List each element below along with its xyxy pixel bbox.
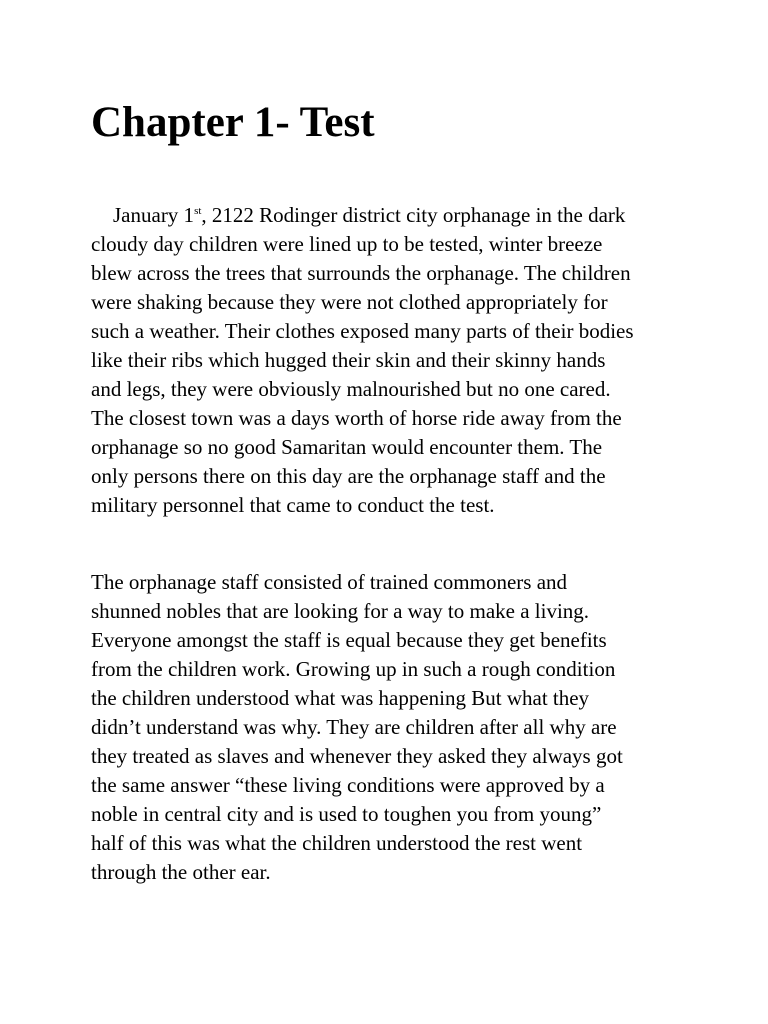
paragraph-1-line: orphanage so no good Samaritan would encounter them. The	[91, 435, 603, 459]
paragraph-2-line: shunned nobles that are looking for a way to make a living.	[91, 599, 590, 623]
paragraph-2-line: half of this was what the children understood the rest went	[91, 831, 583, 855]
paragraph-2-line: noble in central city and is used to toughen you from young”	[91, 802, 602, 826]
date-text: January 1	[113, 203, 195, 227]
paragraph-1-line: like their ribs which hugged their skin and their skinny hands	[91, 348, 606, 372]
paragraph-2-line: the children understood what was happening But what they	[91, 686, 590, 710]
paragraph-2-line: Everyone amongst the staff is equal because they get benefits	[91, 628, 607, 652]
paragraph-2-line: The orphanage staff consisted of trained commoners and	[91, 570, 568, 594]
paragraph-2-line: through the other ear.	[91, 860, 271, 884]
paragraph-1-line: blew across the trees that surrounds the orphanage. The children	[91, 261, 631, 285]
paragraph-1-line-1	[91, 201, 634, 230]
paragraph-1-line: and legs, they were obviously malnourished but no one cared.	[91, 377, 611, 401]
paragraph-1-line: were shaking because they were not clothed appropriately for	[91, 290, 608, 314]
paragraph-1-line: only persons there on this day are the orphanage staff and the	[91, 464, 606, 488]
paragraph-2-line: they treated as slaves and whenever they asked they always got	[91, 744, 623, 768]
paragraph-2-line: the same answer “these living conditions were approved by a	[91, 773, 605, 797]
paragraph-1-line: cloudy day children were lined up to be tested, winter breeze	[91, 232, 603, 256]
paragraph-1-line: The closest town was a days worth of horse ride away from the	[91, 406, 622, 430]
paragraph-1	[91, 201, 634, 520]
paragraph-1-line: such a weather. Their clothes exposed many parts of their bodies	[91, 319, 634, 343]
chapter-title: Chapter 1- Test	[91, 99, 375, 146]
paragraph-1-line: military personnel that came to conduct the test.	[91, 493, 495, 517]
ordinal-suffix: st	[194, 205, 202, 217]
paragraph-2-line: didn’t understand was why. They are children after all why are	[91, 715, 617, 739]
paragraph-2-line: from the children work. Growing up in such a rough condition	[91, 657, 616, 681]
paragraph-2	[91, 568, 623, 887]
line-text: , 2122 Rodinger district city orphanage in the dark	[201, 203, 626, 227]
